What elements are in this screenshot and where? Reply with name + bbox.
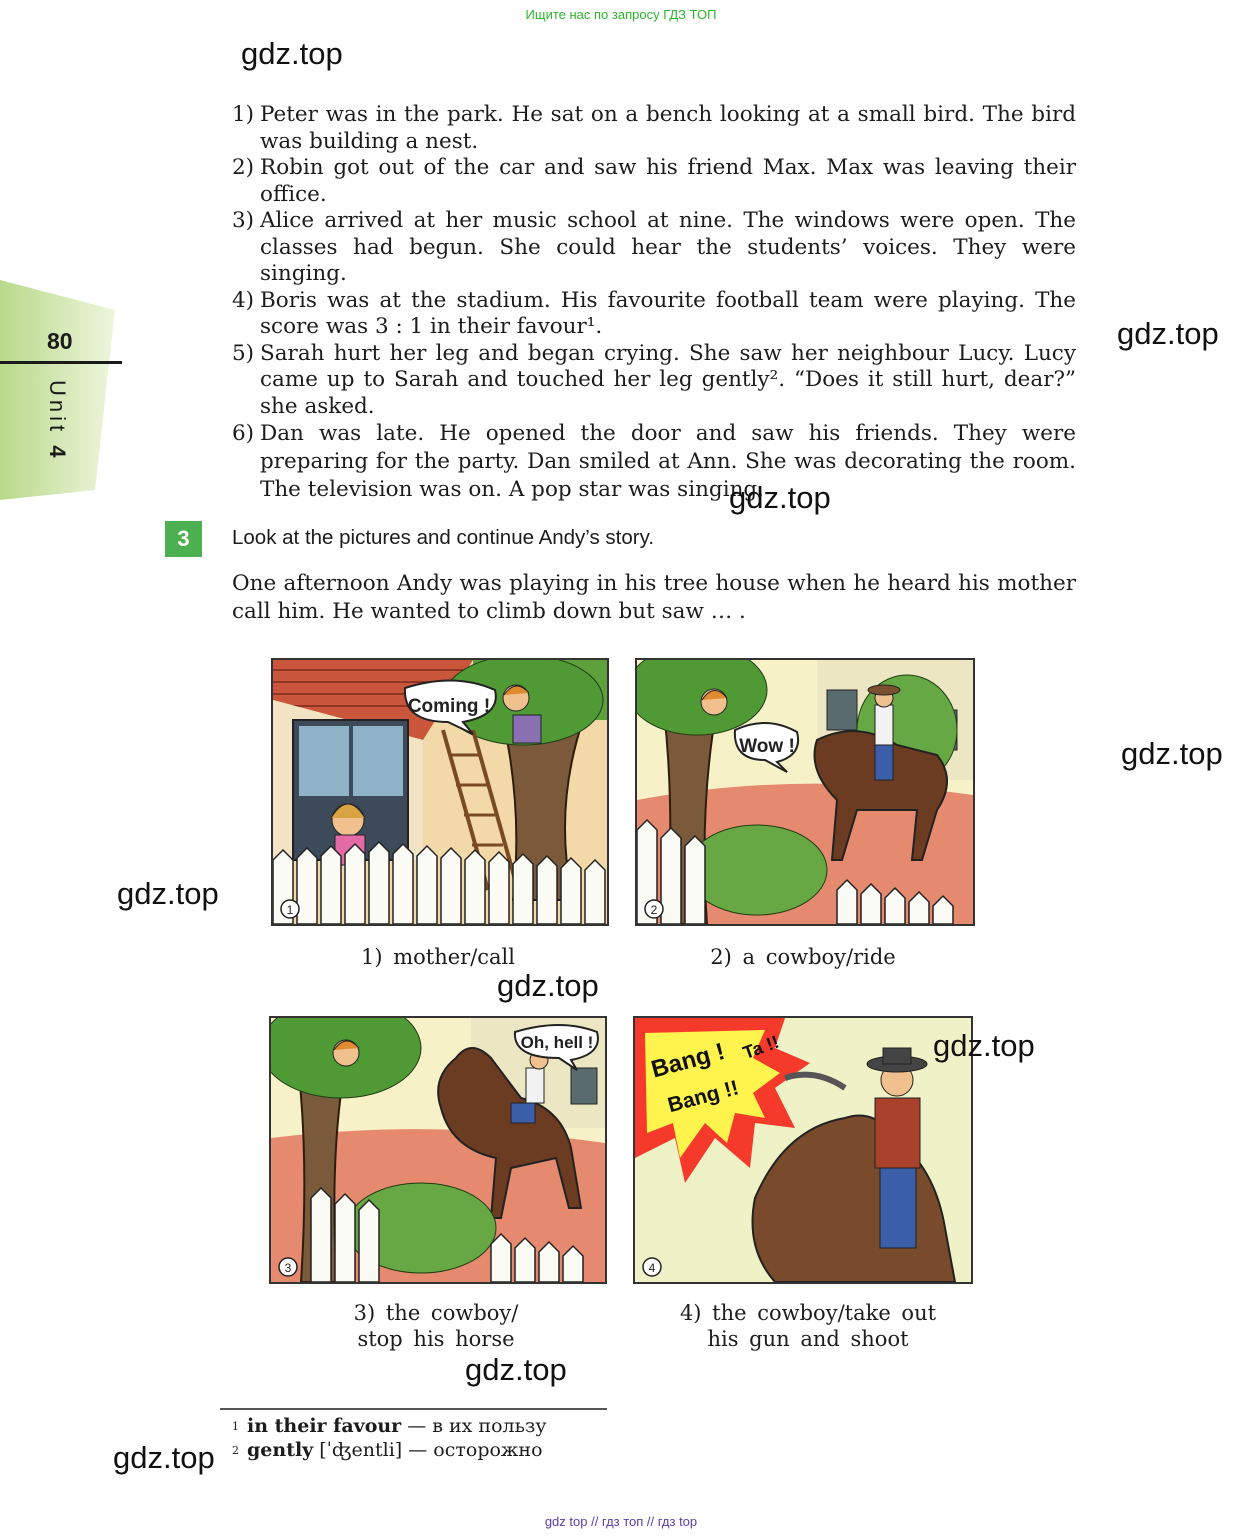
footnote-1 bbox=[232, 1414, 547, 1439]
watermark: gdz.top bbox=[729, 480, 831, 515]
item-number: 4) bbox=[232, 287, 255, 313]
caption-1 bbox=[271, 944, 605, 970]
footnote-term: in their favour bbox=[247, 1415, 402, 1437]
watermark: gdz.top bbox=[113, 1440, 215, 1475]
footnote-translation: — в их пользу bbox=[401, 1415, 547, 1437]
item-text: Alice arrived at her music school at nine. The windows were open. The classes had begun. She could hear the students’ voices. They were singing. bbox=[260, 208, 1076, 286]
panel-4-bang-1: Bang ! bbox=[648, 1038, 728, 1084]
footnote-translation: [ˈʤentli] — осторожно bbox=[313, 1439, 543, 1461]
picture-panel-4 bbox=[633, 1016, 973, 1284]
caption-line: 1) mother/call bbox=[360, 945, 515, 969]
panel-2-speech: Wow ! bbox=[739, 736, 795, 757]
picture-panel-3 bbox=[269, 1016, 607, 1284]
unit-label bbox=[44, 380, 70, 462]
panel-1-index: 1 bbox=[286, 903, 294, 917]
item-number: 1) bbox=[232, 102, 255, 127]
list-item bbox=[232, 102, 1076, 155]
caption-line: his gun and shoot bbox=[707, 1327, 909, 1351]
panel-3-index: 3 bbox=[284, 1261, 292, 1275]
item-text: Boris was at the stadium. His favourite football team were playing. The score was 3 : 1 in their favour¹. bbox=[260, 287, 1076, 339]
list-item bbox=[232, 155, 1076, 208]
item-number: 5) bbox=[232, 340, 255, 366]
footnote-term: gently bbox=[247, 1439, 314, 1461]
caption-line: stop his horse bbox=[357, 1327, 515, 1351]
item-number: 6) bbox=[232, 421, 255, 446]
exercise-number-badge: 3 bbox=[165, 521, 202, 557]
bottom-links[interactable]: gdz top // гдз топ // гдз top bbox=[544, 1514, 698, 1529]
panel-3-speech: Oh, hell ! bbox=[520, 1033, 594, 1052]
unit-word: Unit bbox=[45, 380, 70, 436]
panel-1-illustration bbox=[273, 660, 607, 924]
watermark: gdz.top bbox=[933, 1028, 1035, 1063]
panel-3-illustration bbox=[271, 1018, 605, 1282]
watermark: gdz.top bbox=[1121, 736, 1223, 771]
picture-panel-1 bbox=[271, 658, 609, 926]
caption-3 bbox=[269, 1300, 603, 1352]
panel-2-index: 2 bbox=[650, 903, 658, 917]
footnote-mark: 1 bbox=[232, 1420, 239, 1433]
picture-panel-2 bbox=[635, 658, 975, 926]
watermark: gdz.top bbox=[117, 876, 219, 911]
footnote-2 bbox=[232, 1438, 543, 1463]
list-item bbox=[232, 288, 1076, 341]
item-text: Sarah hurt her leg and began crying. She saw her neighbour Lucy. Lucy came up to Sarah and touched her leg gently². “Does it still hurt, dear?” she asked. bbox=[260, 340, 1076, 419]
panel-4-bang-3: Ta !! bbox=[740, 1031, 782, 1064]
list-item bbox=[232, 208, 1076, 288]
item-text: Peter was in the park. He sat on a bench looking at a small bird. The bird was building a nest. bbox=[260, 102, 1076, 154]
caption-4 bbox=[633, 1300, 983, 1352]
story-start: One afternoon Andy was playing in his tree house when he heard his mother call him. He wanted to climb down but saw … . bbox=[232, 571, 1076, 624]
item-text: Dan was late. He opened the door and saw his friends. They were preparing for the party. Dan smiled at Ann. She was decorating the room. The television was on. A pop star was singing. bbox=[260, 421, 1076, 502]
panel-4-illustration bbox=[635, 1018, 971, 1282]
page-number-rule bbox=[0, 361, 122, 364]
top-banner: Ищите нас по запросу ГДЗ ТОП bbox=[525, 7, 717, 22]
list-item bbox=[232, 420, 1076, 504]
panel-4-index: 4 bbox=[648, 1261, 656, 1275]
item-number: 3) bbox=[232, 208, 255, 233]
caption-line: 3) the cowboy/ bbox=[353, 1301, 519, 1325]
watermark: gdz.top bbox=[1117, 316, 1219, 351]
watermark: gdz.top bbox=[241, 36, 343, 71]
page-number: 80 bbox=[47, 328, 73, 354]
panel-1-speech: Coming ! bbox=[407, 696, 491, 717]
exercise-instruction: Look at the pictures and continue Andy’s story. bbox=[232, 526, 655, 549]
caption-line: 4) the cowboy/take out bbox=[679, 1301, 937, 1325]
footnote-rule bbox=[220, 1408, 607, 1410]
item-text: Robin got out of the car and saw his friend Max. Max was leaving their office. bbox=[260, 155, 1076, 207]
watermark: gdz.top bbox=[465, 1352, 567, 1387]
item-number: 2) bbox=[232, 155, 255, 180]
footnote-mark: 2 bbox=[232, 1444, 239, 1457]
watermark: gdz.top bbox=[497, 968, 599, 1003]
exercise-items bbox=[232, 102, 1076, 504]
panel-4-bang-2: Bang !! bbox=[665, 1076, 742, 1118]
list-item bbox=[232, 341, 1076, 421]
caption-line: 2) a cowboy/ride bbox=[710, 945, 896, 969]
unit-number: 4 bbox=[45, 445, 70, 462]
caption-2 bbox=[635, 944, 971, 970]
panel-2-illustration bbox=[637, 660, 973, 924]
